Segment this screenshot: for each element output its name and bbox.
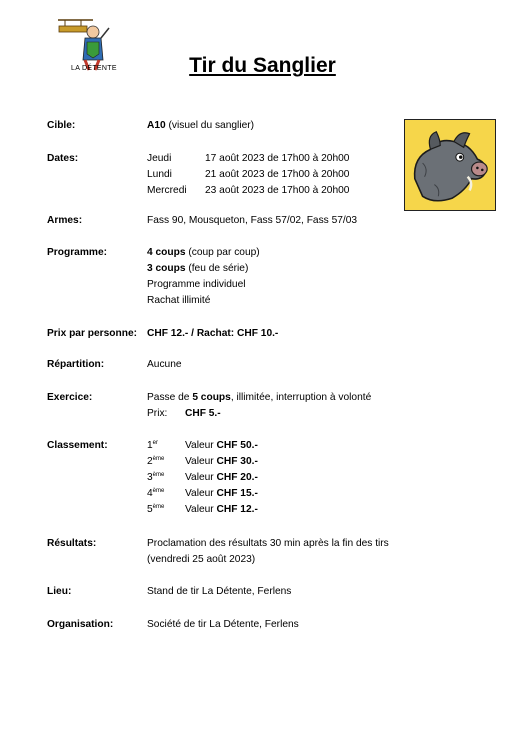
organisation-value: Société de tir La Détente, Ferlens — [147, 619, 299, 630]
rank-item: 5ème Valeur CHF 12.- — [147, 504, 258, 515]
dates-label: Dates: — [47, 153, 79, 164]
armes-value: Fass 90, Mousqueton, Fass 57/02, Fass 57/03 — [147, 215, 358, 226]
lieu-value: Stand de tir La Détente, Ferlens — [147, 586, 292, 597]
prix-value: CHF 12.- / Rachat: CHF 10.- — [147, 328, 279, 339]
resultats-value: Proclamation des résultats 30 min après la fin des tirs (vendredi 25 août 2023) — [147, 538, 389, 565]
cible-label: Cible: — [47, 120, 76, 131]
programme-list: 4 coups (coup par coup) 3 coups (feu de série) Programme individuel Rachat illimité — [147, 247, 260, 306]
rank-item: 2ème Valeur CHF 30.- — [147, 456, 258, 467]
classement-list — [147, 438, 258, 518]
repartition-value: Aucune — [147, 359, 182, 370]
page-title: Tir du Sanglier — [189, 54, 336, 77]
exercice-value: Passe de 5 coups, illimitée, interruption à volonté Prix: CHF 5.- — [147, 392, 372, 419]
prix-label: Prix par personne: — [47, 328, 138, 339]
date-item: Jeudi 17 août 2023 de 17h00 à 20h00 — [147, 153, 350, 164]
dates-list — [147, 151, 349, 199]
rank-item: 4ème Valeur CHF 15.- — [147, 488, 258, 499]
exercice-label: Exercice: — [47, 392, 93, 403]
logo-text: LA DÉTENTE — [71, 65, 117, 72]
date-item: Mercredi 23 août 2023 de 17h00 à 20h00 — [147, 185, 350, 196]
armes-label: Armes: — [47, 215, 83, 226]
cible-value: A10 (visuel du sanglier) — [147, 120, 255, 131]
boar-illustration-icon — [404, 119, 496, 211]
classement-label: Classement: — [47, 440, 108, 451]
date-item: Lundi 21 août 2023 de 17h00 à 20h00 — [147, 169, 350, 180]
organisation-label: Organisation: — [47, 619, 114, 630]
repartition-label: Répartition: — [47, 359, 105, 370]
programme-label: Programme: — [47, 247, 108, 258]
resultats-label: Résultats: — [47, 538, 97, 549]
lieu-label: Lieu: — [47, 586, 72, 597]
rank-item: 3ème Valeur CHF 20.- — [147, 472, 258, 483]
rank-item: 1er Valeur CHF 50.- — [147, 440, 258, 451]
